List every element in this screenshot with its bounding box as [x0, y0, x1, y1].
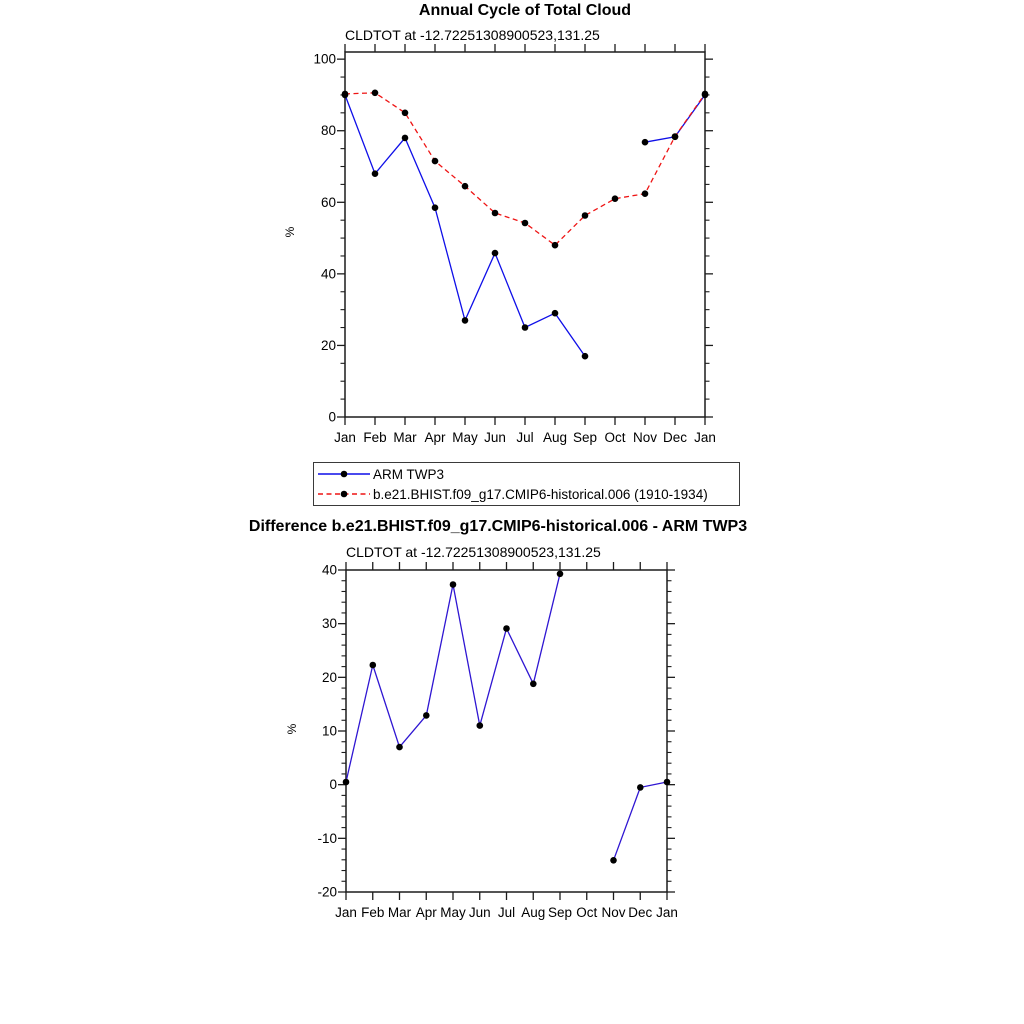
data-point-marker [552, 310, 559, 317]
axis-box [345, 52, 705, 417]
data-point-marker [402, 135, 409, 142]
data-point-marker [642, 190, 649, 197]
data-point-marker [610, 857, 617, 864]
y-axis-label: % [285, 723, 299, 735]
legend-label-arm-twp3: ARM TWP3 [373, 466, 445, 482]
data-point-marker [370, 662, 377, 669]
y-tick-label: -10 [317, 830, 337, 846]
y-tick-label: 40 [320, 266, 336, 282]
month-label: Sep [572, 430, 598, 445]
y-tick-label: 80 [320, 123, 336, 139]
month-label: May [452, 430, 478, 445]
data-point-marker [672, 133, 679, 140]
chart2-subtitle: CLDTOT at -12.72251308900523,131.25 [346, 544, 601, 560]
month-label: Jul [516, 430, 534, 445]
data-point-marker [552, 242, 559, 249]
data-point-marker [462, 183, 469, 190]
y-tick-label: 20 [320, 337, 336, 353]
month-label: Nov [601, 905, 626, 920]
data-point-marker [492, 210, 499, 217]
month-label: Feb [363, 430, 387, 445]
y-tick-label: 10 [321, 723, 337, 739]
data-point-marker [492, 250, 499, 257]
month-label: Jan [334, 430, 356, 445]
month-label: Dec [628, 905, 653, 920]
y-tick-label: 20 [321, 669, 337, 685]
legend-line-sample-solid [317, 467, 371, 481]
legend-sample-marker [341, 491, 348, 498]
data-point-marker [612, 195, 619, 202]
month-label: Oct [576, 905, 598, 920]
data-point-marker [530, 681, 537, 688]
data-point-marker [372, 90, 379, 97]
legend-label-model: b.e21.BHIST.f09_g17.CMIP6-historical.006 (1910-1934) [373, 486, 708, 502]
data-point-marker [642, 139, 649, 146]
data-point-marker [343, 779, 350, 786]
data-point-marker [522, 220, 529, 227]
month-label: Jun [484, 430, 506, 445]
data-point-marker [557, 571, 564, 578]
y-tick-label: -20 [317, 884, 337, 900]
month-label: Apr [415, 905, 437, 920]
month-label: Oct [604, 430, 626, 445]
month-label: Jun [468, 905, 491, 920]
data-point-marker [342, 91, 349, 98]
y-tick-label: 100 [313, 51, 336, 67]
month-label: Nov [632, 430, 658, 445]
month-label: Jul [497, 905, 516, 920]
chart1-subtitle: CLDTOT at -12.72251308900523,131.25 [345, 27, 600, 43]
data-point-marker [432, 204, 439, 211]
chart1-title: Annual Cycle of Total Cloud [418, 2, 632, 19]
month-label: Mar [393, 430, 417, 445]
y-axis-label: % [283, 226, 297, 238]
data-point-marker [477, 722, 484, 729]
legend-item-arm-twp3 [317, 464, 739, 484]
data-point-marker [503, 625, 510, 632]
month-label: Aug [542, 430, 568, 445]
month-label: Jan [335, 905, 357, 920]
data-point-marker [637, 784, 644, 791]
month-label: Jan [694, 430, 716, 445]
month-label: Sep [547, 905, 573, 920]
chart1-legend [313, 462, 740, 506]
data-point-marker [396, 744, 403, 751]
data-point-marker [462, 317, 469, 324]
chart-1 [283, 44, 716, 445]
data-point-marker [372, 170, 379, 177]
data-point-marker [582, 353, 589, 360]
y-tick-label: 40 [321, 562, 337, 578]
month-label: Aug [521, 905, 546, 920]
month-label: Jan [656, 905, 678, 920]
data-point-marker [423, 712, 430, 719]
month-label: May [440, 905, 466, 920]
series-line-difference [346, 574, 667, 861]
month-label: Mar [387, 905, 412, 920]
y-tick-label: 0 [329, 777, 337, 793]
data-point-marker [432, 158, 439, 165]
chart-2 [285, 562, 678, 920]
month-label: Dec [662, 430, 688, 445]
data-point-marker [522, 324, 529, 331]
legend-sample-marker [341, 471, 348, 478]
data-point-marker [402, 110, 409, 117]
legend-line-sample-dashed [317, 487, 371, 501]
data-point-marker [450, 581, 457, 588]
legend-item-model [317, 484, 739, 504]
chart2-title: Difference b.e21.BHIST.f09_g17.CMIP6-historical.006 - ARM TWP3 [248, 518, 748, 535]
y-tick-label: 0 [328, 409, 336, 425]
data-point-marker [702, 91, 709, 98]
y-tick-label: 30 [321, 616, 337, 632]
data-point-marker [582, 212, 589, 219]
month-label: Apr [424, 430, 446, 445]
data-point-marker [664, 779, 671, 786]
y-tick-label: 60 [320, 194, 336, 210]
month-label: Feb [361, 905, 385, 920]
